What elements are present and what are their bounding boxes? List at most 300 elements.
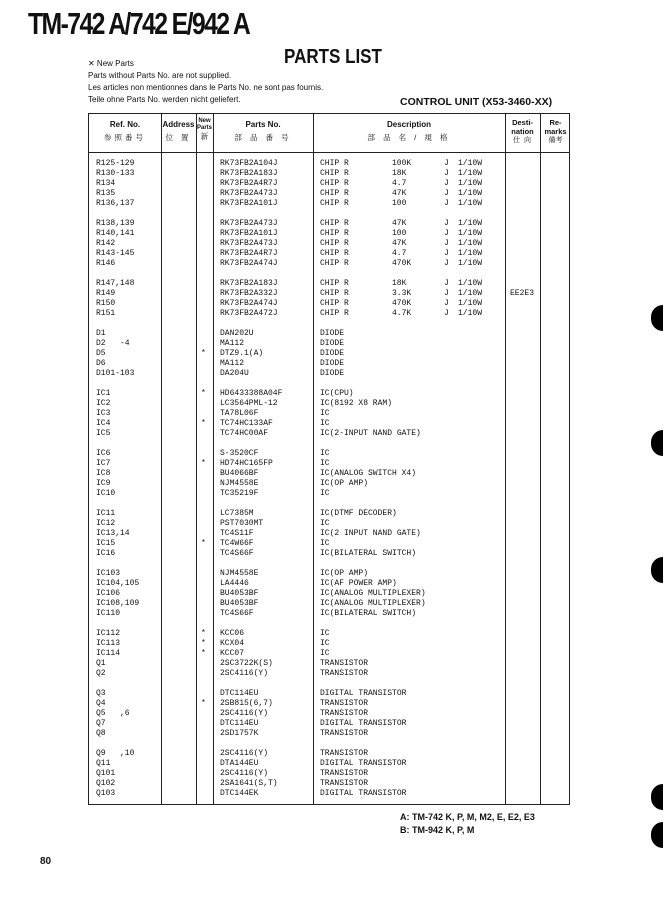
header-address: [161, 120, 196, 142]
part-number-cell: RK73FB2A101J: [220, 229, 278, 238]
table-row: [89, 279, 569, 289]
description-cell: IC: [320, 449, 330, 458]
group-spacer: [89, 209, 569, 219]
table-row: [89, 419, 569, 429]
unit-title: CONTROL UNIT (X53-3460-XX): [400, 96, 553, 108]
part-number-cell: 2SC3722K(S): [220, 659, 273, 668]
value-cell: 470K: [392, 299, 412, 308]
table-row: [89, 659, 569, 669]
new-part-mark: *: [201, 419, 206, 428]
table-row: [89, 639, 569, 649]
header-description-jp: 部 品 名 / 規 格: [367, 133, 451, 142]
table-row: [89, 349, 569, 359]
new-part-mark: *: [201, 649, 206, 658]
group-spacer: [89, 739, 569, 749]
table-row: [89, 519, 569, 529]
ref-cell: Q2: [96, 669, 106, 678]
part-number-cell: RK73FB2A473J: [220, 239, 278, 248]
description-cell: DIODE: [320, 349, 345, 358]
part-number-cell: RK73FB2A4R7J: [220, 179, 278, 188]
table-row: [89, 729, 569, 739]
table-row: [89, 179, 569, 189]
description-cell: DIODE: [320, 359, 345, 368]
ref-cell: IC110: [96, 609, 121, 618]
tolerance-cell: J: [444, 259, 449, 268]
ref-cell: R142: [96, 239, 116, 248]
part-number-cell: 2SC4116(Y): [220, 669, 269, 678]
table-row: [89, 549, 569, 559]
description-cell: IC(ANALOG SWITCH X4): [320, 469, 417, 478]
ref-cell: Q101: [96, 769, 116, 778]
header-destination-label: Desti- nation: [511, 118, 534, 136]
table-row: [89, 529, 569, 539]
value-cell: 47K: [392, 219, 407, 228]
wattage-cell: 1/10W: [458, 249, 483, 258]
part-number-cell: RK73FB2A101J: [220, 199, 278, 208]
table-row: [89, 719, 569, 729]
header-ref-label: Ref. No.: [109, 120, 141, 129]
ref-cell: IC108,109: [96, 599, 140, 608]
table-row: [89, 689, 569, 699]
table-row: [89, 289, 569, 299]
part-number-cell: HD6433388A04F: [220, 389, 283, 398]
wattage-cell: 1/10W: [458, 299, 483, 308]
description-cell: TRANSISTOR: [320, 709, 369, 718]
table-row: [89, 669, 569, 679]
header-ref: [89, 120, 161, 142]
tolerance-cell: J: [444, 159, 449, 168]
table-row: [89, 309, 569, 319]
description-cell: CHIP R: [320, 299, 349, 308]
ref-cell: IC8: [96, 469, 111, 478]
part-number-cell: RK73FB2A474J: [220, 299, 278, 308]
ref-cell: Q103: [96, 789, 116, 798]
description-cell: IC(2-INPUT NAND GATE): [320, 429, 421, 438]
description-cell: DIODE: [320, 369, 345, 378]
description-cell: TRANSISTOR: [320, 659, 369, 668]
description-cell: CHIP R: [320, 279, 349, 288]
part-number-cell: 2SC4116(Y): [220, 709, 269, 718]
description-cell: IC: [320, 459, 330, 468]
part-number-cell: TA78L06F: [220, 409, 259, 418]
part-number-cell: TC35219F: [220, 489, 259, 498]
new-part-mark: *: [201, 539, 206, 548]
header-parts-no-jp: 部 品 番 号: [234, 133, 292, 142]
wattage-cell: 1/10W: [458, 279, 483, 288]
note-line: Teile ohne Parts No. werden nicht geliefert.: [88, 95, 241, 104]
binder-hole-mark: [651, 784, 663, 810]
table-row: [89, 369, 569, 379]
table-row: [89, 479, 569, 489]
table-row: [89, 359, 569, 369]
tolerance-cell: J: [444, 249, 449, 258]
ref-cell: IC6: [96, 449, 111, 458]
header-parts-no-label: Parts No.: [245, 120, 281, 129]
part-number-cell: NJM4558E: [220, 479, 259, 488]
part-number-cell: DTC114EU: [220, 719, 259, 728]
group-spacer: [89, 269, 569, 279]
tolerance-cell: J: [444, 219, 449, 228]
new-part-mark: *: [201, 699, 206, 708]
ref-cell: IC9: [96, 479, 111, 488]
part-number-cell: TC4W66F: [220, 539, 254, 548]
description-cell: CHIP R: [320, 159, 349, 168]
tolerance-cell: J: [444, 179, 449, 188]
group-spacer: [89, 379, 569, 389]
header-parts-no: [213, 120, 313, 142]
part-number-cell: 2SC4116(Y): [220, 749, 269, 758]
description-cell: DIGITAL TRANSISTOR: [320, 789, 407, 798]
part-number-cell: RK73FB2A332J: [220, 289, 278, 298]
part-number-cell: RK73FB2A473J: [220, 189, 278, 198]
part-number-cell: RK73FB2A474J: [220, 259, 278, 268]
value-cell: 18K: [392, 169, 407, 178]
table-row: [89, 169, 569, 179]
part-number-cell: RK73FB2A183J: [220, 169, 278, 178]
ref-cell: IC2: [96, 399, 111, 408]
description-cell: CHIP R: [320, 219, 349, 228]
tolerance-cell: J: [444, 299, 449, 308]
ref-cell: D1: [96, 329, 106, 338]
part-number-cell: 2SB815(6,7): [220, 699, 273, 708]
table-row: [89, 569, 569, 579]
ref-cell: Q4: [96, 699, 106, 708]
part-number-cell: TC4S11F: [220, 529, 254, 538]
part-number-cell: KCC07: [220, 649, 245, 658]
table-row: [89, 699, 569, 709]
ref-cell: IC114: [96, 649, 121, 658]
part-number-cell: NJM4558E: [220, 569, 259, 578]
table-row: [89, 239, 569, 249]
note-line: Les articles non mentionnes dans le Parts No. ne sont pas fournis.: [88, 83, 324, 92]
ref-cell: Q9 ,10: [96, 749, 135, 758]
header-new-label: New Parts: [196, 118, 212, 131]
ref-cell: IC10: [96, 489, 116, 498]
notes: [88, 58, 323, 106]
table-body: [89, 159, 569, 799]
description-cell: IC: [320, 419, 330, 428]
description-cell: IC: [320, 639, 330, 648]
header-divider: [89, 152, 569, 153]
page-number: 80: [40, 856, 52, 867]
ref-cell: IC11: [96, 509, 116, 518]
binder-hole-mark: [651, 305, 663, 331]
ref-cell: IC104,105: [96, 579, 140, 588]
ref-cell: IC7: [96, 459, 111, 468]
part-number-cell: MA112: [220, 339, 245, 348]
description-cell: IC: [320, 409, 330, 418]
ref-cell: Q5 ,6: [96, 709, 130, 718]
ref-cell: D2 -4: [96, 339, 130, 348]
description-cell: DIODE: [320, 339, 345, 348]
description-cell: IC(OP AMP): [320, 479, 369, 488]
table-row: [89, 459, 569, 469]
ref-cell: IC15: [96, 539, 116, 548]
part-number-cell: LC7385M: [220, 509, 254, 518]
description-cell: TRANSISTOR: [320, 779, 369, 788]
table-row: [89, 589, 569, 599]
part-number-cell: TC74HC133AF: [220, 419, 273, 428]
table-row: [89, 449, 569, 459]
table-row: [89, 159, 569, 169]
document-title: PARTS LIST: [284, 46, 382, 68]
part-number-cell: DA204U: [220, 369, 249, 378]
part-number-cell: 2SC4116(Y): [220, 769, 269, 778]
ref-cell: R125-129: [96, 159, 135, 168]
model-legend-b: B: TM-942 K, P, M: [400, 825, 475, 835]
table-row: [89, 649, 569, 659]
ref-cell: IC103: [96, 569, 121, 578]
ref-cell: IC113: [96, 639, 121, 648]
value-cell: 18K: [392, 279, 407, 288]
ref-cell: R134: [96, 179, 116, 188]
part-number-cell: HD74HC165FP: [220, 459, 273, 468]
wattage-cell: 1/10W: [458, 179, 483, 188]
ref-cell: Q102: [96, 779, 116, 788]
description-cell: CHIP R: [320, 249, 349, 258]
ref-cell: R143-145: [96, 249, 135, 258]
description-cell: IC: [320, 539, 330, 548]
ref-cell: D6: [96, 359, 106, 368]
table-row: [89, 469, 569, 479]
part-number-cell: LA4446: [220, 579, 249, 588]
table-row: [89, 609, 569, 619]
group-spacer: [89, 679, 569, 689]
value-cell: 47K: [392, 189, 407, 198]
note-line: ✕ New Parts: [88, 59, 134, 68]
table-row: [89, 219, 569, 229]
header-address-jp: 位 置: [165, 133, 192, 142]
table-row: [89, 259, 569, 269]
table-row: [89, 779, 569, 789]
ref-cell: IC3: [96, 409, 111, 418]
wattage-cell: 1/10W: [458, 239, 483, 248]
header-new: [196, 118, 213, 140]
ref-cell: IC1: [96, 389, 111, 398]
description-cell: IC: [320, 489, 330, 498]
description-cell: TRANSISTOR: [320, 749, 369, 758]
table-row: [89, 389, 569, 399]
ref-cell: R149: [96, 289, 116, 298]
ref-cell: R150: [96, 299, 116, 308]
ref-cell: D5: [96, 349, 106, 358]
description-cell: CHIP R: [320, 229, 349, 238]
header-description-label: Description: [386, 120, 431, 129]
ref-cell: Q7: [96, 719, 106, 728]
ref-cell: R151: [96, 309, 116, 318]
table-row: [89, 299, 569, 309]
description-cell: TRANSISTOR: [320, 729, 369, 738]
description-cell: IC(BILATERAL SWITCH): [320, 609, 417, 618]
part-number-cell: MA112: [220, 359, 245, 368]
tolerance-cell: J: [444, 189, 449, 198]
header-destination: [505, 118, 540, 145]
description-cell: CHIP R: [320, 259, 349, 268]
part-number-cell: 2SA1641(S,T): [220, 779, 278, 788]
table-row: [89, 629, 569, 639]
destination-cell: EE2E3: [510, 289, 535, 298]
wattage-cell: 1/10W: [458, 229, 483, 238]
part-number-cell: DTC144EK: [220, 789, 259, 798]
description-cell: CHIP R: [320, 199, 349, 208]
ref-cell: R130-133: [96, 169, 135, 178]
ref-cell: R146: [96, 259, 116, 268]
part-number-cell: RK73FB2A473J: [220, 219, 278, 228]
header-description: [313, 120, 505, 142]
description-cell: DIODE: [320, 329, 345, 338]
tolerance-cell: J: [444, 289, 449, 298]
part-number-cell: TC4S66F: [220, 609, 254, 618]
description-cell: DIGITAL TRANSISTOR: [320, 719, 407, 728]
group-spacer: [89, 439, 569, 449]
ref-cell: R138,139: [96, 219, 135, 228]
description-cell: CHIP R: [320, 309, 349, 318]
value-cell: 100: [392, 229, 407, 238]
part-number-cell: 2SD1757K: [220, 729, 259, 738]
ref-cell: IC112: [96, 629, 121, 638]
description-cell: IC(BILATERAL SWITCH): [320, 549, 417, 558]
note-line: Parts without Parts No. are not supplied.: [88, 71, 232, 80]
description-cell: IC: [320, 649, 330, 658]
ref-cell: R135: [96, 189, 116, 198]
part-number-cell: BU4053BF: [220, 599, 259, 608]
description-cell: CHIP R: [320, 189, 349, 198]
value-cell: 47K: [392, 239, 407, 248]
table-row: [89, 429, 569, 439]
wattage-cell: 1/10W: [458, 289, 483, 298]
header-address-label: Address: [162, 120, 195, 129]
ref-cell: IC5: [96, 429, 111, 438]
header-destination-jp: 仕 向: [513, 137, 532, 144]
table-row: [89, 329, 569, 339]
description-cell: IC(ANALOG MULTIPLEXER): [320, 589, 426, 598]
tolerance-cell: J: [444, 239, 449, 248]
table-row: [89, 189, 569, 199]
part-number-cell: TC4S66F: [220, 549, 254, 558]
new-part-mark: *: [201, 639, 206, 648]
group-spacer: [89, 559, 569, 569]
table-row: [89, 509, 569, 519]
binder-hole-mark: [651, 822, 663, 848]
tolerance-cell: J: [444, 229, 449, 238]
table-row: [89, 599, 569, 609]
ref-cell: Q8: [96, 729, 106, 738]
part-number-cell: BU4066BF: [220, 469, 259, 478]
ref-cell: Q3: [96, 689, 106, 698]
table-row: [89, 339, 569, 349]
part-number-cell: DTZ9.1(A): [220, 349, 264, 358]
table-row: [89, 199, 569, 209]
header-new-jp: 新: [200, 132, 209, 141]
ref-cell: R147,148: [96, 279, 135, 288]
value-cell: 4.7: [392, 179, 407, 188]
part-number-cell: BU4053BF: [220, 589, 259, 598]
table-row: [89, 249, 569, 259]
table-row: [89, 709, 569, 719]
part-number-cell: LC3564PML-12: [220, 399, 278, 408]
parts-table: [88, 113, 570, 805]
description-cell: CHIP R: [320, 239, 349, 248]
tolerance-cell: J: [444, 279, 449, 288]
new-part-mark: *: [201, 629, 206, 638]
new-part-mark: *: [201, 389, 206, 398]
description-cell: IC(OP AMP): [320, 569, 369, 578]
description-cell: IC: [320, 519, 330, 528]
part-number-cell: RK73FB2A472J: [220, 309, 278, 318]
part-number-cell: KCC06: [220, 629, 245, 638]
wattage-cell: 1/10W: [458, 219, 483, 228]
value-cell: 100K: [392, 159, 412, 168]
tolerance-cell: J: [444, 309, 449, 318]
wattage-cell: 1/10W: [458, 259, 483, 268]
ref-cell: IC16: [96, 549, 116, 558]
description-cell: IC(AF POWER AMP): [320, 579, 397, 588]
description-cell: IC(8192 X8 RAM): [320, 399, 393, 408]
ref-cell: IC13,14: [96, 529, 130, 538]
part-number-cell: RK73FB2A4R7J: [220, 249, 278, 258]
header-remarks-label: Re- marks: [544, 118, 567, 136]
description-cell: DIGITAL TRANSISTOR: [320, 759, 407, 768]
table-row: [89, 759, 569, 769]
table-row: [89, 789, 569, 799]
group-spacer: [89, 499, 569, 509]
table-row: [89, 579, 569, 589]
part-number-cell: S-3520CF: [220, 449, 259, 458]
model-legend-a: A: TM-742 K, P, M, M2, E, E2, E3: [400, 812, 535, 822]
description-cell: IC: [320, 629, 330, 638]
ref-cell: IC12: [96, 519, 116, 528]
header-remarks: [540, 118, 571, 145]
part-number-cell: TC74HC00AF: [220, 429, 269, 438]
wattage-cell: 1/10W: [458, 199, 483, 208]
description-cell: IC(DTMF DECODER): [320, 509, 397, 518]
table-row: [89, 769, 569, 779]
part-number-cell: DTC114EU: [220, 689, 259, 698]
header-remarks-jp: 備考: [548, 137, 563, 144]
ref-cell: R136,137: [96, 199, 135, 208]
description-cell: TRANSISTOR: [320, 769, 369, 778]
table-row: [89, 749, 569, 759]
wattage-cell: 1/10W: [458, 159, 483, 168]
part-number-cell: KCX04: [220, 639, 245, 648]
header-ref-jp: 参照番号: [104, 133, 146, 142]
model-legend: [400, 811, 535, 837]
ref-cell: IC4: [96, 419, 111, 428]
binder-hole-mark: [651, 430, 663, 456]
new-part-mark: *: [201, 349, 206, 358]
part-number-cell: DTA144EU: [220, 759, 259, 768]
group-spacer: [89, 319, 569, 329]
wattage-cell: 1/10W: [458, 169, 483, 178]
wattage-cell: 1/10W: [458, 309, 483, 318]
ref-cell: IC106: [96, 589, 121, 598]
description-cell: CHIP R: [320, 179, 349, 188]
tolerance-cell: J: [444, 169, 449, 178]
description-cell: CHIP R: [320, 169, 349, 178]
table-row: [89, 399, 569, 409]
description-cell: IC(CPU): [320, 389, 354, 398]
part-number-cell: DAN202U: [220, 329, 254, 338]
description-cell: TRANSISTOR: [320, 699, 369, 708]
description-cell: DIGITAL TRANSISTOR: [320, 689, 407, 698]
wattage-cell: 1/10W: [458, 189, 483, 198]
ref-cell: Q11: [96, 759, 111, 768]
table-row: [89, 229, 569, 239]
value-cell: 4.7K: [392, 309, 412, 318]
description-cell: TRANSISTOR: [320, 669, 369, 678]
description-cell: IC(ANALOG MULTIPLEXER): [320, 599, 426, 608]
ref-cell: Q1: [96, 659, 106, 668]
